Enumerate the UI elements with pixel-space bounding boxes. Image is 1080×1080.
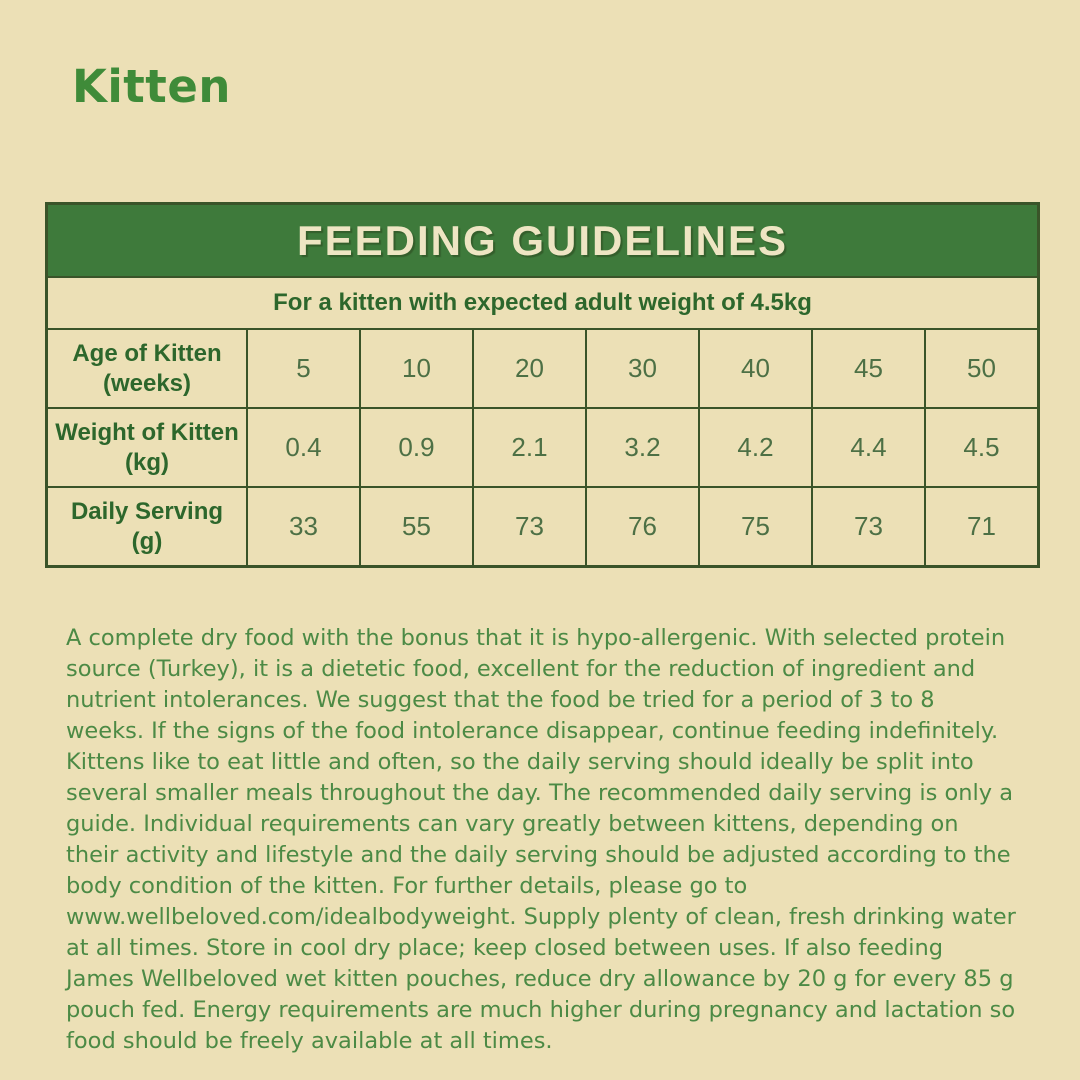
row-unit-text: (g) [131,527,163,555]
table-cell-serving-4: 76 [587,488,698,565]
table-cell-weight-7: 4.5 [926,409,1037,486]
table-cell-age-1: 5 [248,330,359,407]
row-label-serving [48,488,246,565]
page-title: Kitten [72,60,231,114]
feeding-description-text: A complete dry food with the bonus that it is hypo-allergenic. With selected protein source (Turkey), it is a dietetic food, excellent for the reduction of ingredient and nutrient intolerances. We suggest that the food be tried for a period of 3 to 8 weeks. If the signs of the food intolerance disappear, continue feeding indefinitely. Kittens like to eat little and often, so the daily serving should ideally be split into several smaller meals throughout the day. The recommended daily serving is only a guide. Individual requirements can vary greatly between kittens, depending on their activity and lifestyle and the daily serving should be adjusted according to the body condition of the kitten. For further details, please go to www.wellbeloved.com/idealbodyweight. Supply plenty of clean, fresh drinking water at all times. Store in cool dry place; keep closed between uses. If also feeding James Wellbeloved wet kitten pouches, reduce dry allowance by 20 g for every 85 g pouch fed. Energy requirements are much higher during pregnancy and lactation so food should be freely available at all times. [66,624,1016,1054]
row-label-age [48,330,246,407]
table-cell-weight-6: 4.4 [813,409,924,486]
table-title: FEEDING GUIDELINES [296,216,789,264]
table-cell-weight-3: 2.1 [474,409,585,486]
table-cell-weight-2: 0.9 [361,409,472,486]
row-label-text: Weight of Kitten [55,418,239,446]
table-cell-weight-4: 3.2 [587,409,698,486]
table-cell-age-4: 30 [587,330,698,407]
table-cell-age-5: 40 [700,330,811,407]
table-cell-age-3: 20 [474,330,585,407]
row-unit-text: (kg) [125,448,169,476]
table-cell-age-2: 10 [361,330,472,407]
row-label-text: Daily Serving [70,497,224,525]
table-cell-age-6: 45 [813,330,924,407]
table-cell-serving-3: 73 [474,488,585,565]
feeding-guidelines-table [45,202,1040,568]
row-unit-text: (weeks) [102,369,192,397]
table-cell-weight-1: 0.4 [248,409,359,486]
table-subtitle-band [48,278,1037,328]
table-header-band [48,205,1037,276]
table-cell-serving-5: 75 [700,488,811,565]
row-label-weight [48,409,246,486]
table-cell-age-7: 50 [926,330,1037,407]
table-cell-serving-6: 73 [813,488,924,565]
table-cell-serving-2: 55 [361,488,472,565]
row-label-text: Age of Kitten [72,339,222,367]
table-cell-serving-1: 33 [248,488,359,565]
table-cell-serving-7: 71 [926,488,1037,565]
table-subtitle: For a kitten with expected adult weight of 4.5kg [273,289,812,316]
table-cell-weight-5: 4.2 [700,409,811,486]
